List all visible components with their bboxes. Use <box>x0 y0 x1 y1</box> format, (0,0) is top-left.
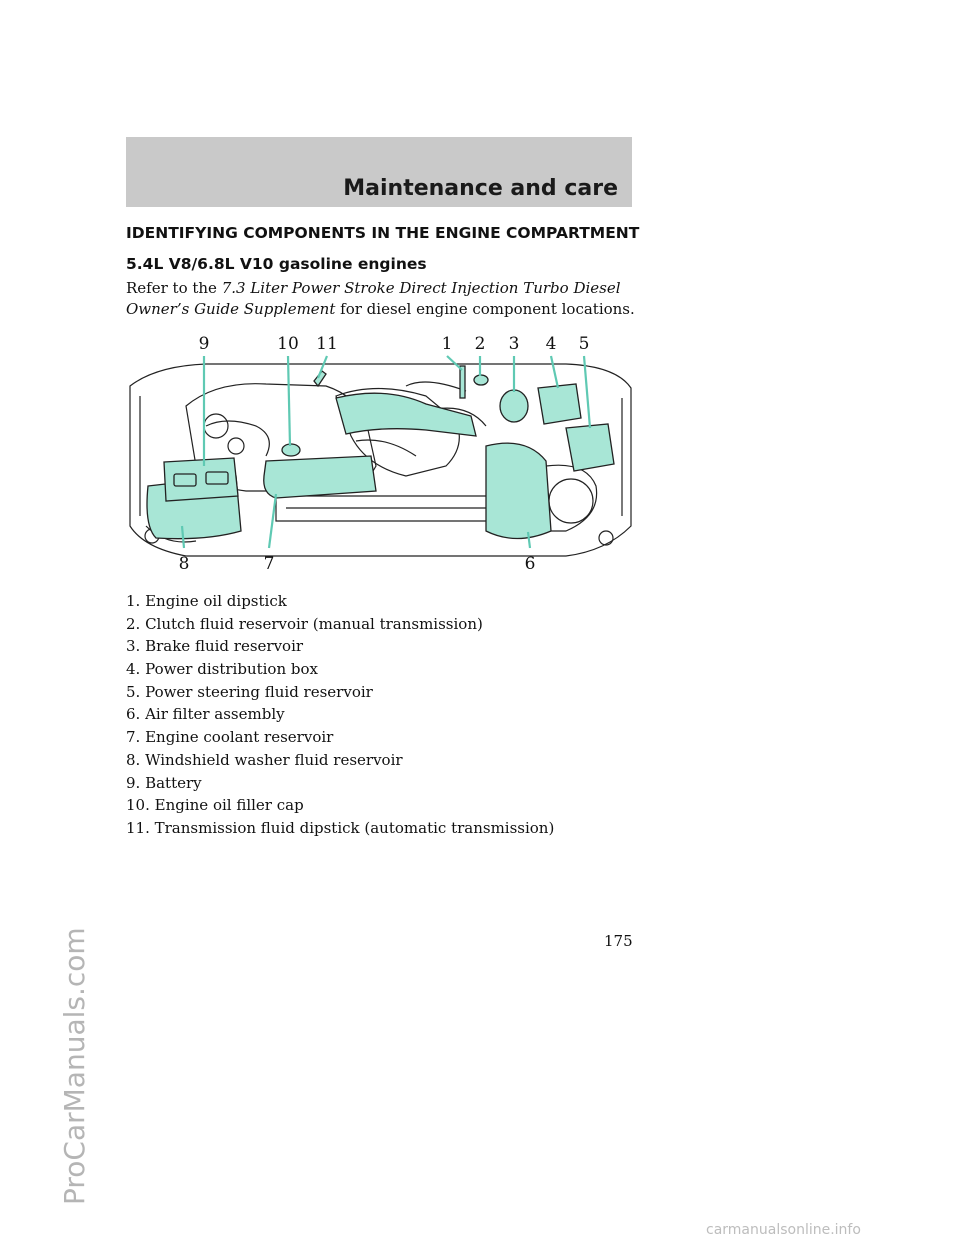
callout-8: 8 <box>178 554 190 574</box>
list-item: 8. Windshield washer fluid reservoir <box>126 750 403 769</box>
list-item: 5. Power steering fluid reservoir <box>126 682 373 701</box>
list-item: 10. Engine oil filler cap <box>126 796 304 815</box>
callout-11: 11 <box>316 334 338 354</box>
list-item: 2. Clutch fluid reservoir (manual transmission) <box>126 614 483 633</box>
callout-5: 5 <box>578 334 590 354</box>
footer-watermark: carmanualsonline.info <box>706 1222 861 1238</box>
callout-6: 6 <box>524 554 536 574</box>
callout-4: 4 <box>545 334 557 354</box>
section-title: IDENTIFYING COMPONENTS IN THE ENGINE COMPARTMENT <box>126 224 640 242</box>
list-item: 3. Brake fluid reservoir <box>126 637 304 656</box>
intro-italic-reference: 7.3 Liter Power Stroke Direct Injection Turbo Diesel Owner’s Guide Supplement <box>126 279 621 318</box>
callout-2: 2 <box>474 334 486 354</box>
side-watermark: ProCarManuals.com <box>58 927 91 1205</box>
list-item: 11. Transmission fluid dipstick (automatic transmission) <box>126 818 555 837</box>
header-band <box>126 137 632 207</box>
page-number: 175 <box>604 932 633 950</box>
list-item: 4. Power distribution box <box>126 660 318 679</box>
component-list <box>126 590 554 840</box>
intro-suffix: for diesel engine component locations. <box>340 300 635 318</box>
callout-9: 9 <box>198 334 210 354</box>
callout-7: 7 <box>263 554 275 574</box>
intro-prefix: Refer to the <box>126 279 222 297</box>
callout-1: 1 <box>441 334 453 354</box>
list-item: 6. Air filter assembly <box>126 705 285 724</box>
callout-3: 3 <box>508 334 520 354</box>
page-header-title: Maintenance and care <box>343 176 618 201</box>
list-item: 1. Engine oil dipstick <box>126 592 287 610</box>
engine-compartment-diagram <box>126 326 636 582</box>
callout-10: 10 <box>277 334 299 354</box>
list-item: 9. Battery <box>126 773 202 792</box>
engine-subtitle: 5.4L V8/6.8L V10 gasoline engines <box>126 255 427 273</box>
intro-paragraph <box>126 278 646 320</box>
list-item: 7. Engine coolant reservoir <box>126 728 334 747</box>
